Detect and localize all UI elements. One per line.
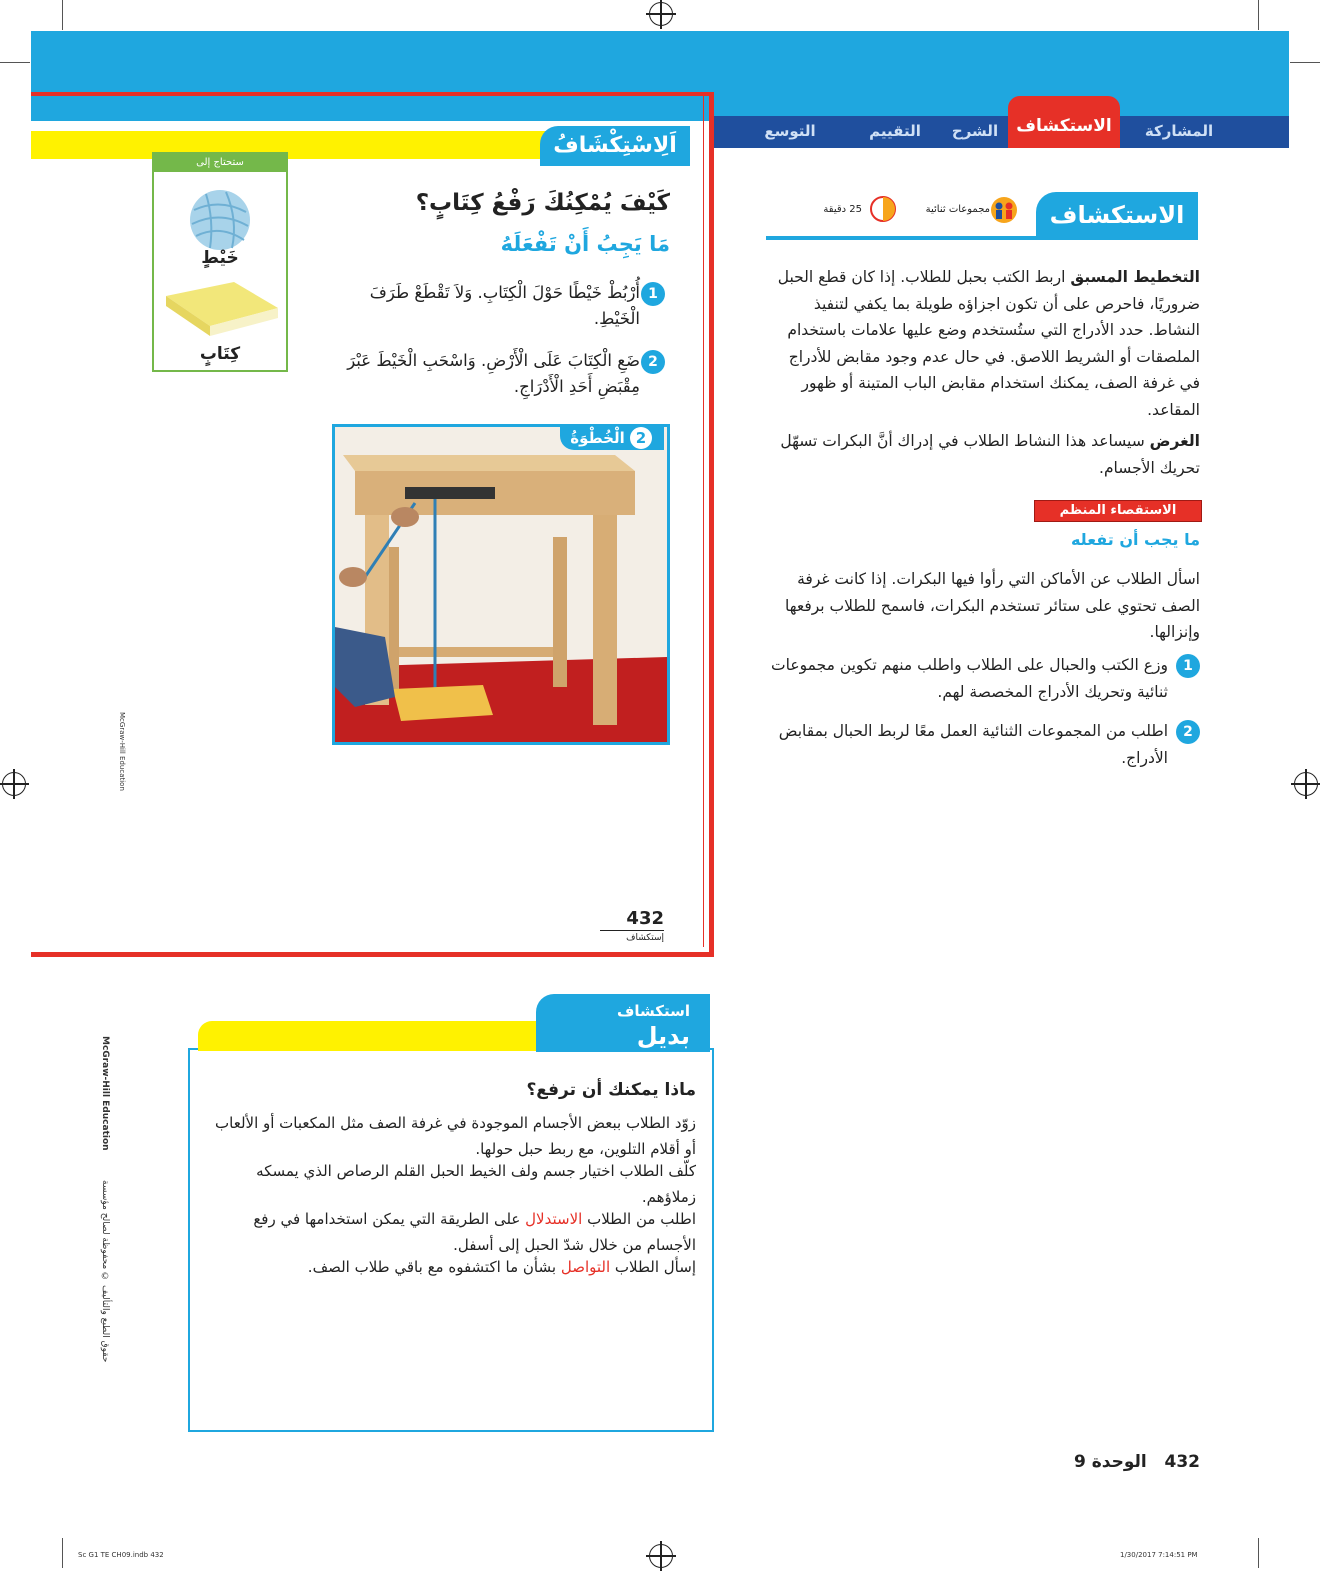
file-slug: Sc G1 TE CH09.indb 432 xyxy=(78,1551,164,1559)
plan-ahead-paragraph xyxy=(768,264,1200,423)
alternative-paragraph-1: زوّد الطلاب ببعض الأجسام الموجودة في غرفة الصف مثل المكعبات أو الألعاب أو أقلام التلوين، مع ربط حبل حولها. xyxy=(215,1114,696,1158)
step-number-badge: 2 xyxy=(1176,720,1200,744)
alternative-paragraph-2: كلّف الطلاب اختيار جسم ولف الخيط الحبل القلم الرصاص الذي يمسكه زملاؤهم. xyxy=(256,1162,696,1206)
alternative-question: ماذا يمكنك أن ترفع؟ xyxy=(526,1080,696,1100)
alternative-p3-end: على الطريقة التي يمكن استخدامها في رفع الأجسام من خلال شدّ الحبل إلى أسفل. xyxy=(253,1210,696,1254)
footer-page-number: 432 xyxy=(1164,1452,1200,1472)
activity-question: كَيْفَ يُمْكِنُكَ رَفْعُ كِتَابٍ؟ xyxy=(415,190,670,216)
purpose-paragraph xyxy=(768,428,1200,481)
student-side-credit: McGraw-Hill Education xyxy=(118,712,126,791)
crop-mark xyxy=(62,0,63,30)
side-rights: حقوق الطبع والتأليف © محفوظة لصالح مؤسسة xyxy=(100,1180,110,1363)
side-credit: McGraw-Hill Education xyxy=(100,1036,110,1151)
photo-caption xyxy=(560,426,664,450)
alternative-tab-line1: استكشاف xyxy=(616,1002,690,1020)
structured-inquiry-badge: الاستقصاء المنظم xyxy=(1034,500,1202,522)
tab-explain[interactable]: الشرح xyxy=(951,122,999,140)
alternative-tab-line2: بديل xyxy=(636,1022,690,1050)
photo-step-number: 2 xyxy=(630,427,652,449)
material-book-label: كِتَابٍ xyxy=(199,344,241,364)
material-string-label: خَيْطٍ xyxy=(201,248,239,268)
tab-evaluate[interactable]: التقييم xyxy=(869,122,921,140)
step-number-badge: 1 xyxy=(641,282,665,306)
step-number-badge: 1 xyxy=(1176,654,1200,678)
materials-header: ستحتاج إلى xyxy=(154,154,286,172)
alternative-p3-start: اطلب من الطلاب xyxy=(587,1210,696,1228)
alternative-paragraph-4 xyxy=(200,1254,696,1280)
student-step-2: ضَعِ الْكِتَابَ عَلَى الْأَرْضِ. وَاسْحَبِ الْخَيْطَ عَبْرَ مِقْبَضِ أَحَدِ الْأَدْرَاجِ. xyxy=(347,351,640,396)
step-photo xyxy=(332,424,670,745)
timer-icon xyxy=(870,196,896,222)
teacher-step-2: اطلب من المجموعات الثنائية العمل معًا لربط الحبال بمقابض الأدراج. xyxy=(778,722,1168,767)
teacher-step-1: وزع الكتب والحبال على الطلاب واطلب منهم تكوين مجموعات ثنائية وتحريك الأدراج المخصصة لهم. xyxy=(771,656,1168,701)
alternative-p4-end: بشأن ما اكتشفوه مع باقي طلاب الصف. xyxy=(307,1258,557,1276)
crop-mark xyxy=(0,62,30,63)
print-stamp: 1/30/2017 7:14:51 PM xyxy=(1120,1551,1198,1559)
table-photo-illustration xyxy=(335,427,667,742)
teacher-intro: اسأل الطلاب عن الأماكن التي رأوا فيها البكرات. إذا كانت غرفة الصف تحتوي على ستائر تستخدم البكرات، فاسمح للطلاب برفعها وإنزالها. xyxy=(784,570,1200,641)
explore-banner-strip xyxy=(31,131,591,159)
crop-mark xyxy=(1290,62,1320,63)
alternative-banner-label xyxy=(536,994,710,1052)
book-icon xyxy=(154,274,286,344)
crop-mark xyxy=(62,1538,63,1568)
plan-ahead-text: اربط الكتب بحبل للطلاب. إذا كان قطع الحبل ضروريًا، فاحرص على أن تكون اجزاؤه طويلة بما يكفي لتنفيذ النشاط. حدد الأدراج التي ستُستخدم وضع عليها علامات باستخدام الملصقات أو الشريط اللاصق. في حال عدم وجود مقابض للأدراج في غرفة الصف، يمكنك استخدام مقابض الباب المتينة أو ظهور المقاعد. xyxy=(777,268,1200,419)
pairs-group-icon xyxy=(990,196,1018,224)
tab-explore-active[interactable]: الاستكشاف xyxy=(1008,96,1120,148)
registration-mark-icon xyxy=(649,2,673,26)
crop-mark xyxy=(1258,0,1259,30)
grouping-label: مجموعات ثنائية xyxy=(925,204,990,215)
alternative-p4-start: إسأل الطلاب xyxy=(614,1258,696,1276)
tab-extend[interactable]: التوسع xyxy=(764,122,816,140)
student-step-1: أُرْبُطْ خَيْطًا حَوْلَ الْكِتَابِ. وَلاَ تَقْطَعْ طَرَفَ الْخَيْطِ. xyxy=(369,283,640,328)
registration-mark-icon xyxy=(1294,772,1318,796)
materials-box xyxy=(152,152,288,372)
step-number-badge: 2 xyxy=(641,350,665,374)
explore-banner-label: اَلِاسْتِكْشَافُ xyxy=(540,126,690,166)
registration-mark-icon xyxy=(2,772,26,796)
what-to-do-heading: مَا يَجِبُ أَنْ تَفْعَلَهُ xyxy=(500,232,670,256)
tab-engage[interactable]: المشاركة xyxy=(1144,122,1214,140)
registration-mark-icon xyxy=(649,1544,673,1568)
student-page-top-rule xyxy=(31,92,709,96)
student-page-number: 432 xyxy=(626,908,664,929)
teacher-section-title: الاستكشاف xyxy=(1036,192,1198,238)
teacher-what-to-do-heading: ما يجب أن تفعله xyxy=(1070,530,1200,549)
footer-unit: الوحدة 9 xyxy=(1073,1452,1147,1472)
photo-caption-label: الْخُطْوَةُ xyxy=(570,429,625,447)
page-footer xyxy=(1040,1452,1200,1472)
student-page-label: إستكشاف xyxy=(600,930,664,943)
keyword-communicate: التواصل xyxy=(560,1258,611,1276)
plan-ahead-label: التخطيط المسبق xyxy=(1070,268,1200,286)
purpose-label: الغرض xyxy=(1149,432,1200,450)
duration-label: 25 دقيقة xyxy=(823,204,862,215)
keyword-infer: الاستدلال xyxy=(525,1210,583,1228)
crop-mark xyxy=(1258,1538,1259,1568)
purpose-text: سيساعد هذا النشاط الطلاب في إدراك أنَّ البكرات تسهّل تحريك الأجسام. xyxy=(780,432,1200,477)
alternative-paragraph-3 xyxy=(200,1206,696,1258)
